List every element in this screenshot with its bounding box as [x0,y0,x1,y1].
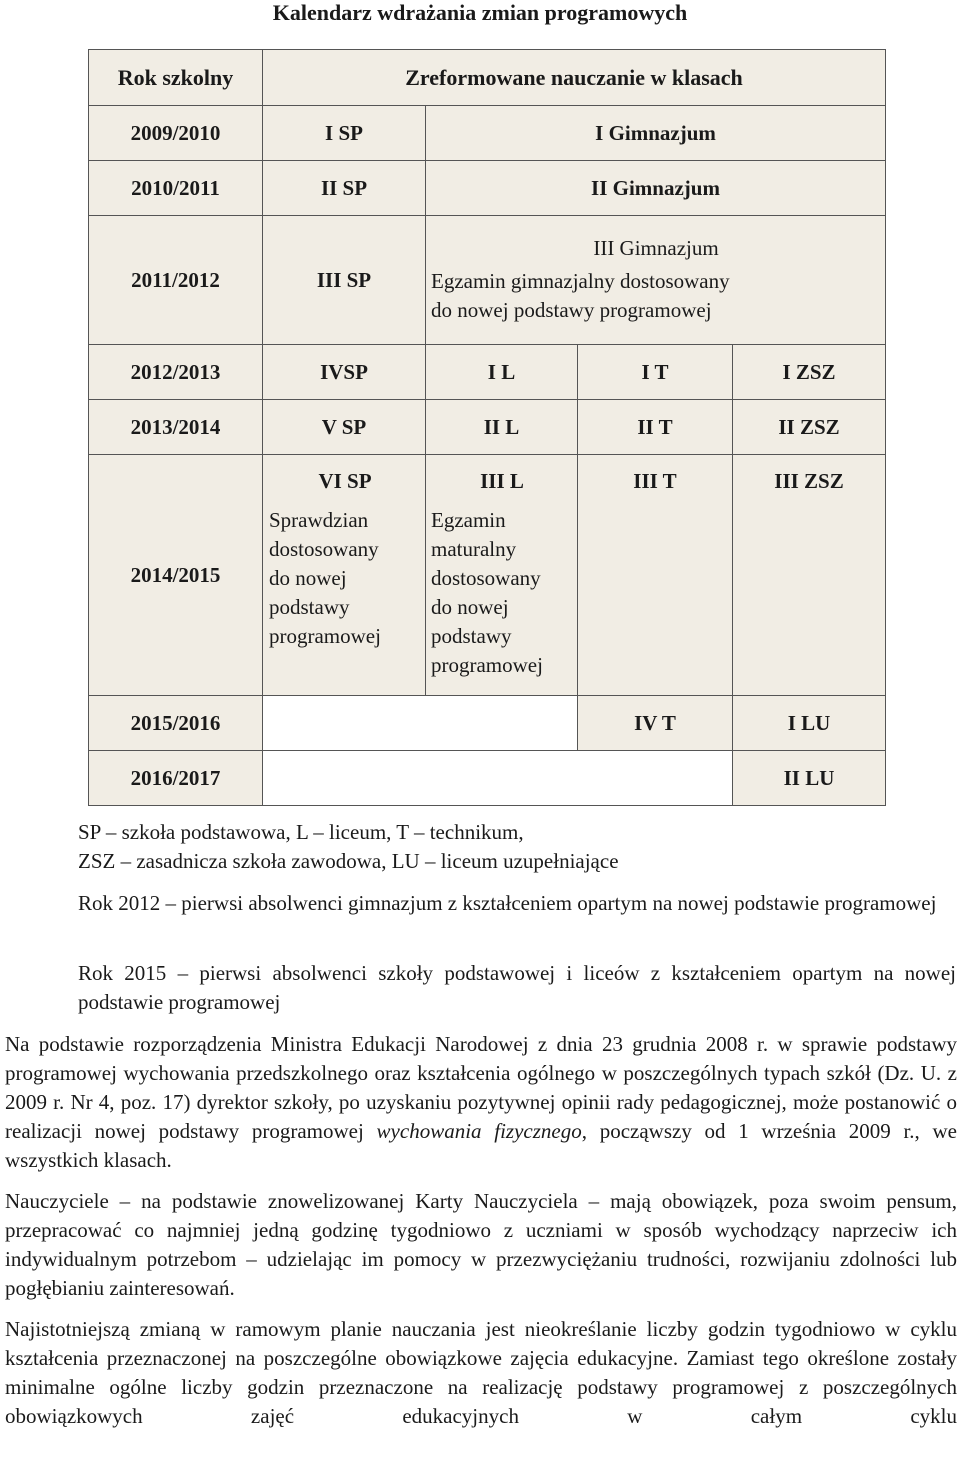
note-2015 [78,959,956,1017]
zsz-cell: III ZSZ [733,455,886,696]
note-text: Rok 2015 – pierwsi absolwenci szkoły podstawowej i liceów z kształceniem opartym na nowej podstawie programowej [78,961,956,1014]
exam-note-line: Egzamin gimnazjalny dostosowany [431,268,730,293]
liceum-label: III L [480,469,524,493]
body-text [5,1030,957,1431]
sp-cell: IVSP [263,345,426,400]
year-cell: 2013/2014 [89,400,263,455]
exam-note-line: do nowej podstawy programowej [431,297,712,322]
paragraph-teachers: Nauczyciele – na podstawie znowelizowanej Karty Nauczyciela – mają obowiązek, poza swoim pensum, przepracować co najmniej jedną godzinę tygodniowo z uczniami w sposób wychodzący naprzeciw ich indywidualnym potrzebom – udzielając im pomocy w przezwyciężaniu trudności, rozwijaniu zdolności lub pogłębianiu zainteresowań. [5,1189,957,1300]
technikum-cell: II T [578,400,733,455]
year-cell: 2011/2012 [89,216,263,345]
note-line: podstawy [431,624,512,648]
gimnazjum-label: III Gimnazjum [593,235,719,260]
year-cell: 2009/2010 [89,106,263,161]
sp-cell: III SP [263,216,426,345]
legend-line: ZSZ – zasadnicza szkoła zawodowa, LU – liceum uzupełniające [78,849,619,873]
note-line: do nowej [269,566,347,590]
note-line: dostosowany [431,566,541,590]
legend-line: SP – szkoła podstawowa, L – liceum, T – technikum, [78,820,524,844]
page-title: Kalendarz wdrażania zmian programowych [272,0,688,25]
year-cell: 2010/2011 [89,161,263,216]
table-row [89,696,886,751]
empty-cell [263,696,578,751]
note-line: programowej [269,624,381,648]
table-header-row [89,50,886,106]
lu-cell: I LU [733,696,886,751]
gimnazjum-cell: I Gimnazjum [426,106,886,161]
lu-cell: II LU [733,751,886,806]
paragraph-regulation [5,1030,957,1175]
table-row [89,751,886,806]
emphasis-text: wychowania fizycznego [376,1119,582,1143]
table-row [89,455,886,696]
header-school-year: Rok szkolny [89,50,263,106]
gimnazjum-cell: II Gimnazjum [426,161,886,216]
liceum-cell: II L [426,400,578,455]
paragraph-curriculum: Najistotniejszą zmianą w ramowym planie nauczania jest nieokreślanie liczby godzin tygodniowo w cyklu kształcenia przeznaczonej na poszczególne obowiązkowe zajęcia edukacyjne. Zamiast tego określone zostały minimalne ogólne liczby godzin przeznaczone na realizację podstawy programowej z poszczególnych obowiązkowych zajęć edukacyjnych w całym cyklu [5,1317,957,1428]
technikum-cell: I T [578,345,733,400]
sprawdzian-note [269,506,421,651]
paragraph-text: , począwszy od 1 września 2009 r., we wszystkich klasach. [5,1119,958,1172]
empty-cell [263,751,733,806]
matura-note [431,506,573,680]
table-row [89,400,886,455]
zsz-cell: II ZSZ [733,400,886,455]
technikum-cell: IV T [578,696,733,751]
liceum-cell: I L [426,345,578,400]
note-2012 [78,889,956,918]
legend [78,818,956,876]
note-line: podstawy [269,595,350,619]
sp-cell: V SP [263,400,426,455]
note-line: Sprawdzian [269,508,369,532]
year-cell: 2015/2016 [89,696,263,751]
note-line: maturalny [431,537,517,561]
reform-calendar-table [88,49,886,806]
paragraph-text: Na podstawie rozporządzenia Ministra Edukacji Narodowej z dnia 23 grudnia 2008 r. w sprawie podstawy programowej wychowania przedszkolnego oraz kształcenia ogólnego w poszczególnych typach szkół (Dz. U. z 2009 r. Nr 4, poz. 17) dyrektor szkoły, po uzyskaniu pozytywnej opinii rady pedagogicznej, może postanowić o realizacji nowej podstawy programowej [5,1032,957,1143]
zsz-cell: I ZSZ [733,345,886,400]
note-line: Egzamin [431,508,506,532]
table-row [89,161,886,216]
note-line: do nowej [431,595,509,619]
table-row [89,106,886,161]
note-line: dostosowany [269,537,379,561]
liceum-cell [426,455,578,696]
gimnazjum-cell [426,216,886,345]
year-cell: 2012/2013 [89,345,263,400]
note-line: programowej [431,653,543,677]
table-row [89,216,886,345]
sp-label: VI SP [318,469,372,493]
table-row [89,345,886,400]
year-cell: 2014/2015 [89,455,263,696]
header-reformed-classes: Zreformowane nauczanie w klasach [263,50,886,106]
technikum-cell: III T [578,455,733,696]
sp-cell: II SP [263,161,426,216]
year-cell: 2016/2017 [89,751,263,806]
sp-cell [263,455,426,696]
sp-cell: I SP [263,106,426,161]
note-text: Rok 2012 – pierwsi absolwenci gimnazjum z kształceniem opartym na nowej podstawie programowej [78,891,937,915]
